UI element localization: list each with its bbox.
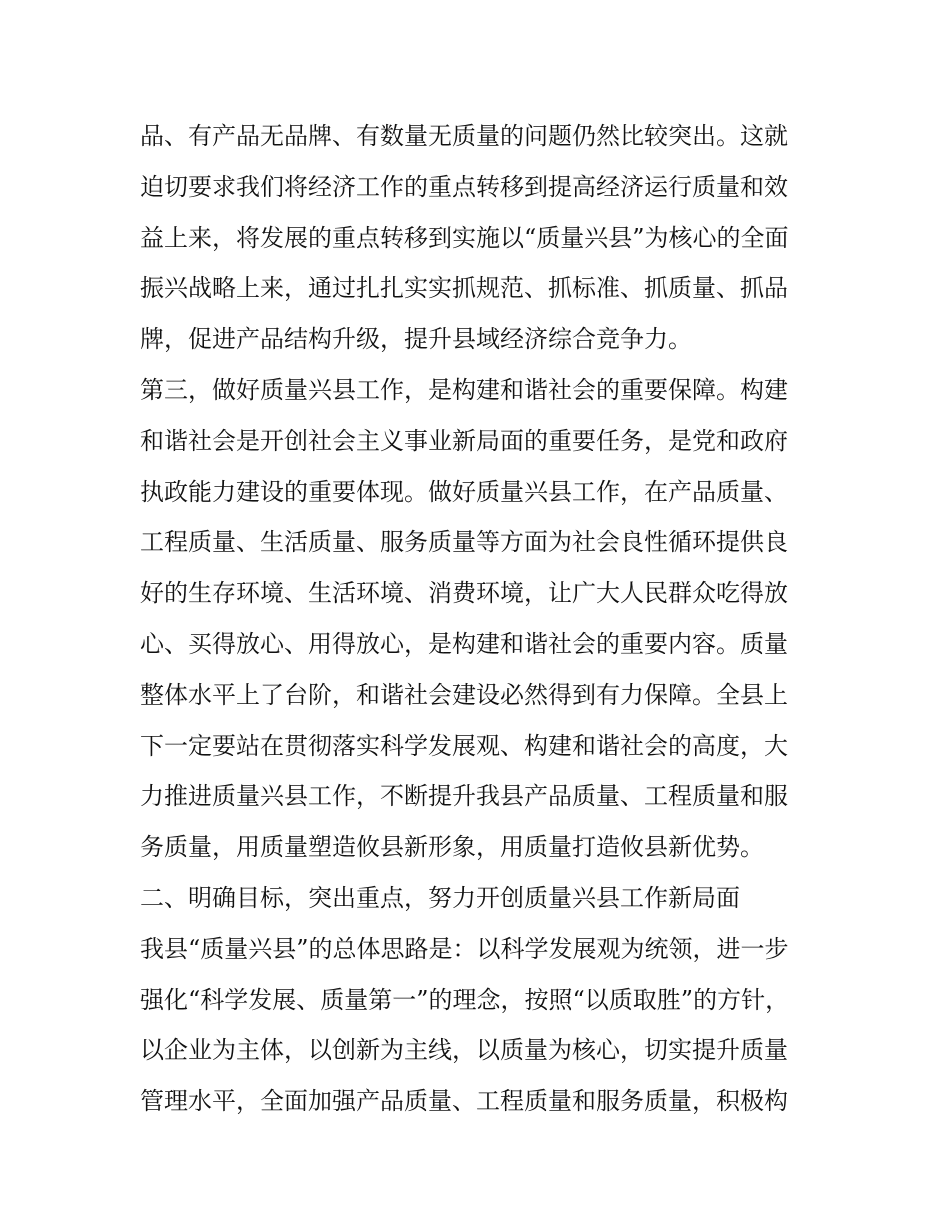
text-line: 工程质量、生活质量、服务质量等方面为社会良性循环提供良 — [140, 528, 788, 557]
text-line: 心、买得放心、用得放心，是构建和谐社会的重要内容。质量 — [140, 629, 788, 658]
text-line: 力推进质量兴县工作，不断提升我县产品质量、工程质量和服 — [140, 782, 788, 811]
text-line: 务质量，用质量塑造攸县新形象，用质量打造攸县新优势。 — [140, 833, 764, 862]
body-text — [140, 111, 820, 1127]
text-line: 益上来，将发展的重点转移到实施以“质量兴县”为核心的全面 — [140, 223, 789, 252]
text-line: 执政能力建设的重要体现。做好质量兴县工作，在产品质量、 — [140, 477, 788, 506]
text-line: 振兴战略上来，通过扎扎实实抓规范、抓标准、抓质量、抓品 — [140, 274, 788, 303]
text-line: 迫切要求我们将经济工作的重点转移到提高经济运行质量和效 — [140, 172, 788, 201]
text-line: 好的生存环境、生活环境、消费环境，让广大人民群众吃得放 — [140, 579, 788, 608]
text-line: 我县“质量兴县”的总体思路是：以科学发展观为统领，进一步 — [140, 934, 789, 963]
text-line: 品、有产品无品牌、有数量无质量的问题仍然比较突出。这就 — [140, 122, 788, 150]
text-line: 以企业为主体，以创新为主线，以质量为核心，切实提升质量 — [140, 1036, 788, 1065]
text-line: 和谐社会是开创社会主义事业新局面的重要任务，是党和政府 — [140, 426, 788, 455]
text-line: 强化“科学发展、质量第一”的理念，按照“以质取胜”的方针， — [140, 985, 790, 1014]
text-line: 下一定要站在贯彻落实科学发展观、构建和谐社会的高度，大 — [140, 731, 788, 760]
text-line: 管理水平，全面加强产品质量、工程质量和服务质量，积极构 — [140, 1087, 788, 1116]
text-line: 整体水平上了台阶，和谐社会建设必然得到有力保障。全县上 — [140, 680, 788, 709]
section-heading: 二、明确目标，突出重点，努力开创质量兴县工作新局面 — [140, 883, 740, 912]
text-line: 牌，促进产品结构升级，提升县域经济综合竞争力。 — [140, 325, 692, 354]
text-line: 第三，做好质量兴县工作，是构建和谐社会的重要保障。构建 — [140, 375, 788, 404]
